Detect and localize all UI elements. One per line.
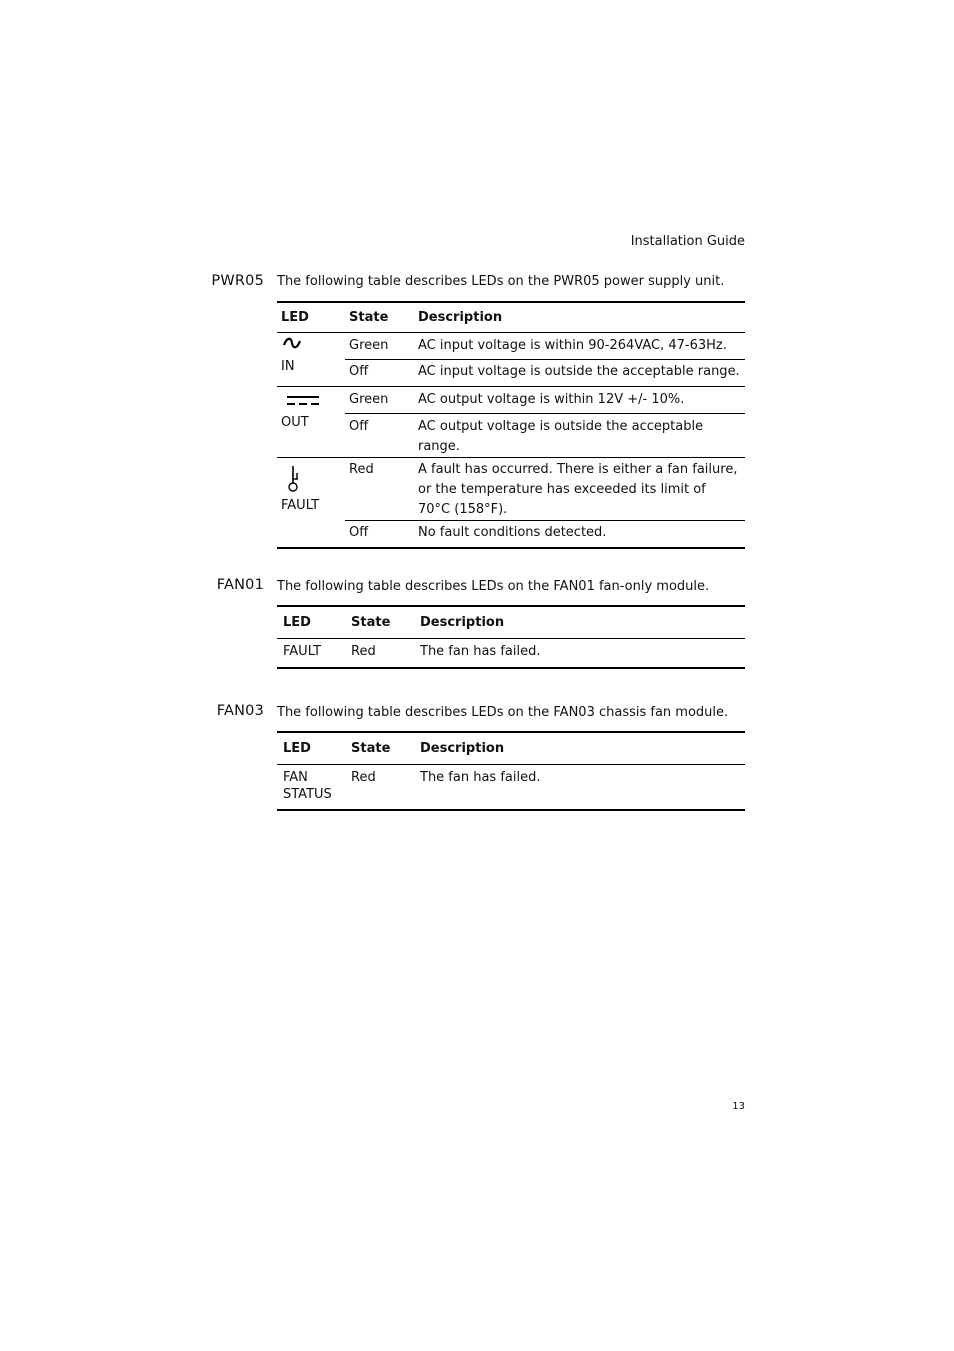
state-cell: Red <box>345 764 414 810</box>
section-intro-fan01: The following table describes LEDs on the FAN01 fan-only module. <box>277 579 710 594</box>
dc-symbol-icon <box>281 391 341 413</box>
led-cell: FAULT <box>277 638 345 668</box>
column-header-state: State <box>345 606 414 638</box>
state-cell: Green <box>345 386 414 413</box>
description-cell: No fault conditions detected. <box>414 520 745 548</box>
column-header-led: LED <box>277 732 345 764</box>
state-cell: Off <box>345 359 414 386</box>
section-intro-pwr05: The following table describes LEDs on the PWR05 power supply unit. <box>277 274 725 289</box>
ac-tilde-icon <box>281 335 341 357</box>
column-header-state: State <box>345 302 414 332</box>
column-header-led: LED <box>277 302 345 332</box>
column-header-description: Description <box>414 732 745 764</box>
table-row <box>277 413 745 457</box>
table-row <box>277 332 745 359</box>
section-label-pwr05: PWR05 <box>211 273 264 289</box>
table-header-row <box>277 732 745 764</box>
state-cell: Off <box>345 520 414 548</box>
description-cell: AC input voltage is within 90-264VAC, 47-63Hz. <box>414 332 745 359</box>
running-header: Installation Guide <box>630 234 745 249</box>
description-cell: A fault has occurred. There is either a fan failure, or the temperature has exceeded its limit of 70°C (158°F). <box>414 457 745 520</box>
state-cell: Off <box>345 413 414 457</box>
description-cell: The fan has failed. <box>414 764 745 810</box>
section-intro-fan03: The following table describes LEDs on the FAN03 chassis fan module. <box>277 705 729 720</box>
state-cell: Red <box>345 638 414 668</box>
column-header-state: State <box>345 732 414 764</box>
table-row <box>277 359 745 386</box>
description-cell: The fan has failed. <box>414 638 745 668</box>
pwr05-led-table <box>277 301 745 549</box>
description-cell: AC output voltage is outside the acceptable range. <box>414 413 745 457</box>
led-label-line1: FAN <box>283 769 308 785</box>
fan03-led-table <box>277 731 745 811</box>
column-header-led: LED <box>277 606 345 638</box>
led-cell-fault <box>277 457 345 548</box>
led-label-line2: STATUS <box>283 786 332 802</box>
fan01-led-table <box>277 605 745 669</box>
column-header-description: Description <box>414 302 745 332</box>
table-row <box>277 386 745 413</box>
table-header-row <box>277 606 745 638</box>
led-label: FAULT <box>281 497 320 513</box>
state-cell: Green <box>345 332 414 359</box>
description-cell: AC output voltage is within 12V +/- 10%. <box>414 386 745 413</box>
page-number: 13 <box>732 1101 745 1112</box>
led-label: IN <box>281 358 295 374</box>
table-row <box>277 520 745 548</box>
thermometer-icon <box>281 464 341 496</box>
table-row <box>277 764 745 810</box>
section-label-fan01: FAN01 <box>216 577 264 593</box>
state-cell: Red <box>345 457 414 520</box>
led-cell-out <box>277 386 345 457</box>
section-label-fan03: FAN03 <box>216 703 264 719</box>
led-cell-in <box>277 332 345 386</box>
led-label: OUT <box>281 414 309 430</box>
table-row <box>277 638 745 668</box>
led-cell <box>277 764 345 810</box>
description-cell: AC input voltage is outside the acceptable range. <box>414 359 745 386</box>
column-header-description: Description <box>414 606 745 638</box>
table-row <box>277 457 745 520</box>
table-header-row <box>277 302 745 332</box>
